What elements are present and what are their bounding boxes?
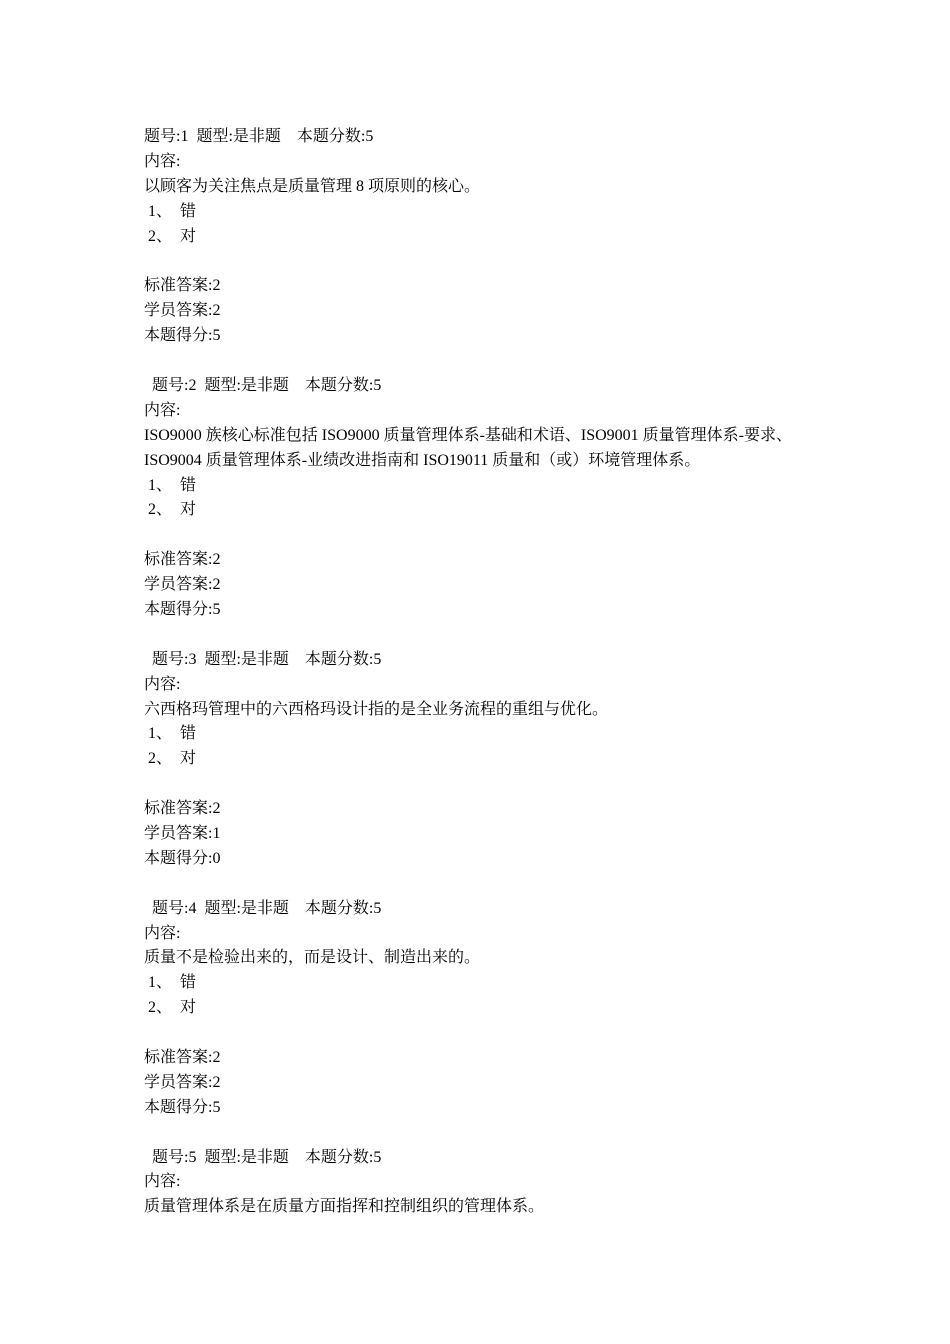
question-header: 题号:4 题型:是非题 本题分数:5 [144,899,382,917]
question-content: 六西格玛管理中的六西格玛设计指的是全业务流程的重组与优化。 [144,700,609,718]
option-1: 1、 错 [144,202,197,220]
spacer [144,772,844,797]
content-label: 内容: [144,924,181,942]
student-answer: 学员答案:2 [144,1073,221,1091]
option-2: 2、 对 [144,750,197,768]
question-header: 题号:1 题型:是非题 本题分数:5 [144,128,374,145]
question-content: 质量不是检验出来的，而是设计、制造出来的。 [144,949,481,967]
student-answer: 学员答案:1 [144,824,221,842]
question-header: 题号:5 题型:是非题 本题分数:5 [144,1148,382,1166]
content-label: 内容: [144,152,181,170]
question-content: ISO9000 族核心标准包括 ISO9000 质量管理体系-基础和术语、ISO9001 质量管理体系-要求、ISO9004 质量管理体系-业绩改进指南和 ISO19011 质量和（或）环境管理体系。 [144,426,793,469]
question-block-4 [144,897,844,1146]
spacer [144,249,844,274]
standard-answer: 标准答案:2 [144,551,221,569]
standard-answer: 标准答案:2 [144,277,221,295]
question-content: 以顾客为关注焦点是质量管理 8 项原则的核心。 [144,177,481,195]
question-score: 本题得分:0 [144,849,221,867]
question-block-3 [144,648,844,897]
spacer [144,523,844,548]
spacer [144,872,844,897]
student-answer: 学员答案:2 [144,576,221,594]
option-2: 2、 对 [144,227,197,245]
question-score: 本题得分:5 [144,1098,221,1116]
question-score: 本题得分:5 [144,600,221,618]
option-1: 1、 错 [144,476,197,494]
standard-answer: 标准答案:2 [144,800,221,818]
question-block-1 [144,125,844,374]
option-1: 1、 错 [144,974,197,992]
question-header: 题号:2 题型:是非题 本题分数:5 [144,376,382,394]
option-1: 1、 错 [144,725,197,743]
content-label: 内容: [144,675,181,693]
content-label: 内容: [144,1173,181,1191]
student-answer: 学员答案:2 [144,302,221,320]
spacer [144,1021,844,1046]
spacer [144,623,844,648]
standard-answer: 标准答案:2 [144,1048,221,1066]
exam-results [144,125,844,1220]
question-block-2 [144,374,844,648]
question-content: 质量管理体系是在质量方面指挥和控制组织的管理体系。 [144,1198,545,1216]
spacer [144,1121,844,1146]
option-2: 2、 对 [144,501,197,519]
question-block-5 [144,1146,844,1221]
question-header: 题号:3 题型:是非题 本题分数:5 [144,650,382,668]
spacer [144,349,844,374]
option-2: 2、 对 [144,999,197,1017]
question-score: 本题得分:5 [144,327,221,345]
content-label: 内容: [144,401,181,419]
